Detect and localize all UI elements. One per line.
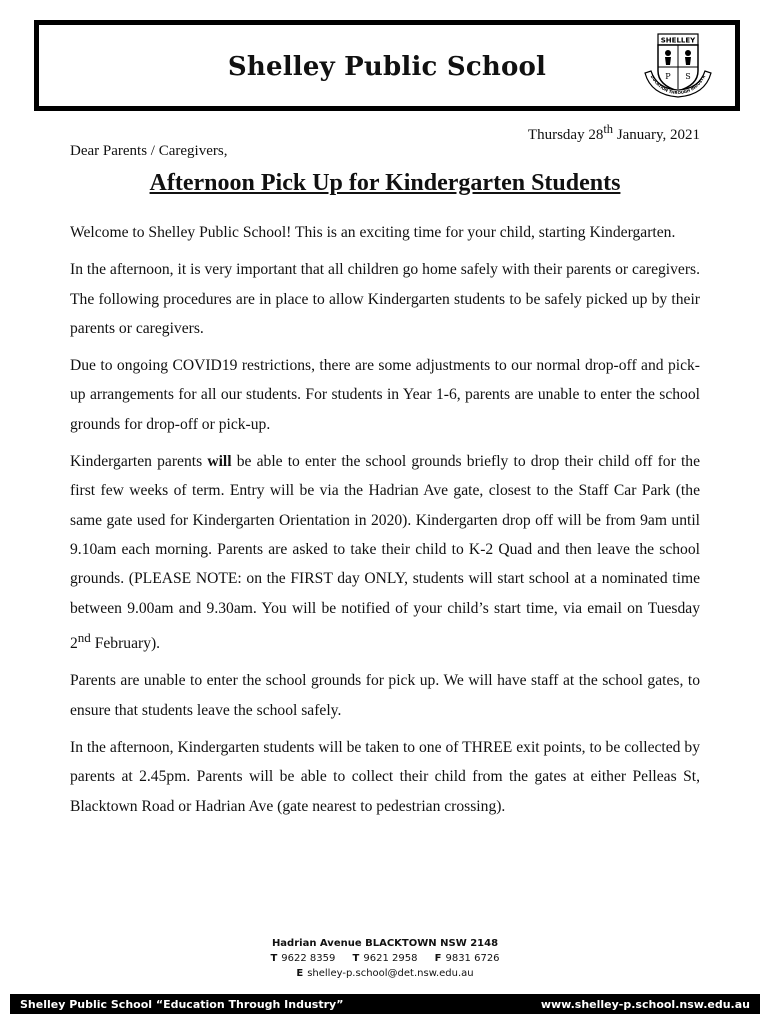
paragraph-covid-restrictions: Due to ongoing COVID19 restrictions, there are some adjustments to our normal drop-off and pick-up arrangements for all our students. For students in Year 1-6, parents are unable to enter the school grounds for drop-off or pick-up. xyxy=(70,357,700,433)
crest-letter-left: P xyxy=(665,72,671,81)
crest-top-label: SHELLEY xyxy=(660,36,696,45)
crest-motto: DUCATION THROUGH INDUSTR xyxy=(649,74,707,96)
school-address: Hadrian Avenue BLACKTOWN NSW 2148 xyxy=(271,938,499,949)
phone-2: 9621 2958 xyxy=(363,953,418,964)
paragraph-exit-points: In the afternoon, Kindergarten students will be taken to one of THREE exit points, to be collected by parents at 2.45pm. Parents will be able to collect their child from the gates at either Pelleas St, Blacktown Road or Hadrian Ave (gate nearest to pedestrian crossing). xyxy=(70,738,700,815)
footer-bar xyxy=(10,994,760,1014)
phone-1: 9622 8359 xyxy=(281,953,336,964)
fax-number: 9831 6726 xyxy=(445,953,500,964)
letter-heading: Afternoon Pick Up for Kindergarten Students xyxy=(149,170,621,196)
footer-website-link[interactable]: www.shelley-p.school.nsw.edu.au xyxy=(540,997,750,1011)
crest-letter-right: S xyxy=(685,72,691,81)
letter-date: Thursday 28th January, 2021 xyxy=(527,122,700,143)
school-crest-icon xyxy=(641,33,715,99)
letterhead xyxy=(34,20,740,111)
paragraph-welcome: Welcome to Shelley Public School! This is an exciting time for your child, starting Kindergarten. xyxy=(70,224,676,241)
school-email[interactable]: shelley-p.school@det.nsw.edu.au xyxy=(307,968,474,979)
letter-body xyxy=(70,218,700,829)
phone-line: T 9622 8359 T 9621 2958 F 9831 6726 xyxy=(270,953,500,964)
paragraph-kindergarten-dropoff: Kindergarten parents will be able to enter the school grounds briefly to drop their child off for the first few weeks of term. Entry will be via the Hadrian Ave gate, closest to the Staff Car Park (the same gate used for Kindergarten Orientation in 2020). Kindergarten drop off will be from 9am until 9.10am each morning. Parents are asked to take their child to K-2 Quad and then leave the school grounds. (PLEASE NOTE: on the FIRST day ONLY, students will start school at a nominated time between 9.00am and 9.30am. You will be notified of your child’s start time, via email on Tuesday 2nd February). xyxy=(70,453,700,653)
paragraph-pickup-staff: Parents are unable to enter the school grounds for pick up. We will have staff at the school gates, to ensure that students leave the school safely. xyxy=(70,672,700,719)
greeting: Dear Parents / Caregivers, xyxy=(70,143,228,159)
school-name: Shelley Public School xyxy=(227,52,547,82)
email-line: E shelley-p.school@det.nsw.edu.au xyxy=(296,968,474,979)
footer-motto: Shelley Public School “Education Through Industry” xyxy=(20,997,344,1011)
paragraph-afternoon-safety: In the afternoon, it is very important that all children go home safely with their parents or caregivers. The following procedures are in place to allow Kindergarten students to be safely picked up by their parents or caregivers. xyxy=(70,261,700,337)
contact-details xyxy=(0,936,770,981)
